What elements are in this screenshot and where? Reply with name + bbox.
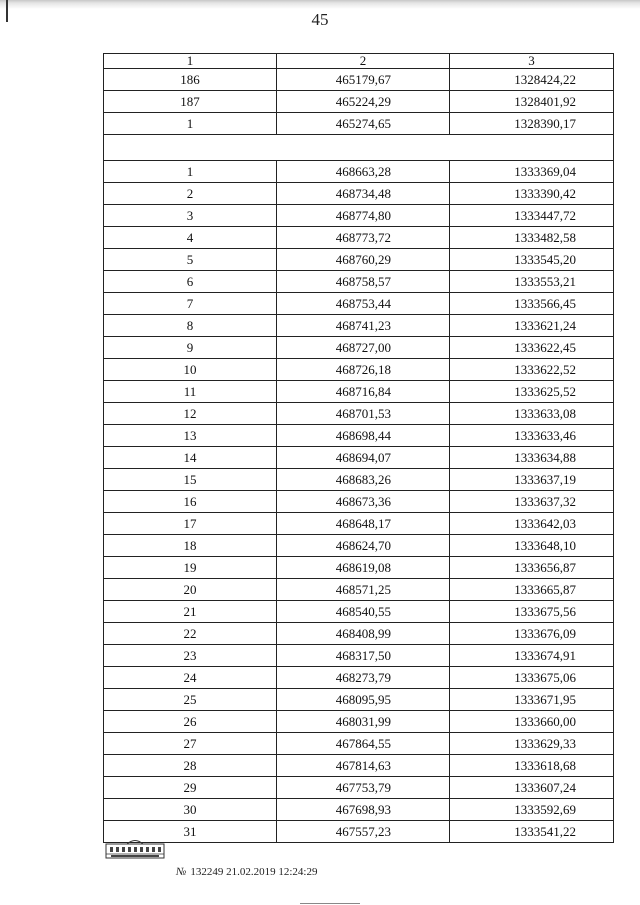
point-number-cell: 1 [104,113,277,135]
y-coordinate-cell: 1333618,68 [450,755,614,777]
y-coordinate-cell: 1333675,06 [450,667,614,689]
y-coordinate-cell: 1333369,04 [450,161,614,183]
table-row [104,403,614,425]
y-coordinate-cell: 1333671,95 [450,689,614,711]
x-coordinate-cell: 468663,28 [277,161,450,183]
point-number-cell: 5 [104,249,277,271]
table-row [104,821,614,843]
table-row [104,337,614,359]
y-coordinate-cell: 1333553,21 [450,271,614,293]
header-cell: 1 [104,54,277,69]
table-row [104,161,614,183]
y-coordinate-cell: 1333665,87 [450,579,614,601]
point-number-cell: 24 [104,667,277,689]
y-coordinate-cell: 1333447,72 [450,205,614,227]
point-number-cell: 21 [104,601,277,623]
point-number-cell: 17 [104,513,277,535]
x-coordinate-cell: 467557,23 [277,821,450,843]
x-coordinate-cell: 465224,29 [277,91,450,113]
table-row [104,777,614,799]
point-number-cell: 3 [104,205,277,227]
point-number-cell: 11 [104,381,277,403]
table-row [104,381,614,403]
table-row [104,601,614,623]
point-number-cell: 22 [104,623,277,645]
y-coordinate-cell: 1333676,09 [450,623,614,645]
point-number-cell: 31 [104,821,277,843]
point-number-cell: 1 [104,161,277,183]
point-number-cell: 8 [104,315,277,337]
x-coordinate-cell: 468698,44 [277,425,450,447]
point-number-cell: 15 [104,469,277,491]
y-coordinate-cell: 1333629,33 [450,733,614,755]
point-number-cell: 19 [104,557,277,579]
table-row [104,91,614,113]
point-number-cell: 25 [104,689,277,711]
y-coordinate-cell: 1333541,22 [450,821,614,843]
registration-footer [176,866,318,878]
number-sign: № [176,866,187,878]
point-number-cell: 13 [104,425,277,447]
table-row [104,183,614,205]
point-number-cell: 12 [104,403,277,425]
y-coordinate-cell: 1328401,92 [450,91,614,113]
scan-edge-artifact [0,0,640,10]
x-coordinate-cell: 468734,48 [277,183,450,205]
table-row [104,69,614,91]
y-coordinate-cell: 1333637,19 [450,469,614,491]
header-cell: 3 [450,54,614,69]
y-coordinate-cell: 1333622,45 [450,337,614,359]
x-coordinate-cell: 468095,95 [277,689,450,711]
y-coordinate-cell: 1333634,88 [450,447,614,469]
point-number-cell: 29 [104,777,277,799]
table-row [104,733,614,755]
y-coordinate-cell: 1333607,24 [450,777,614,799]
table-row [104,535,614,557]
x-coordinate-cell: 467814,63 [277,755,450,777]
table-row [104,755,614,777]
coordinates-table [103,53,614,843]
x-coordinate-cell: 467864,55 [277,733,450,755]
y-coordinate-cell: 1333660,00 [450,711,614,733]
x-coordinate-cell: 468540,55 [277,601,450,623]
registration-number-date: 132249 21.02.2019 12:24:29 [190,866,318,878]
point-number-cell: 4 [104,227,277,249]
x-coordinate-cell: 468726,18 [277,359,450,381]
x-coordinate-cell: 468031,99 [277,711,450,733]
page-number: 45 [311,10,329,29]
table-row [104,425,614,447]
point-number-cell: 23 [104,645,277,667]
x-coordinate-cell: 467753,79 [277,777,450,799]
point-number-cell: 30 [104,799,277,821]
y-coordinate-cell: 1333592,69 [450,799,614,821]
table-row [104,711,614,733]
x-coordinate-cell: 468694,07 [277,447,450,469]
table-row [104,469,614,491]
x-coordinate-cell: 468774,80 [277,205,450,227]
section-separator-row [104,135,614,161]
table-row [104,491,614,513]
y-coordinate-cell: 1333545,20 [450,249,614,271]
point-number-cell: 187 [104,91,277,113]
point-number-cell: 7 [104,293,277,315]
point-number-cell: 14 [104,447,277,469]
x-coordinate-cell: 465179,67 [277,69,450,91]
y-coordinate-cell: 1333633,46 [450,425,614,447]
table-row [104,513,614,535]
y-coordinate-cell: 1333648,10 [450,535,614,557]
table-row [104,645,614,667]
x-coordinate-cell: 468741,23 [277,315,450,337]
x-coordinate-cell: 468673,36 [277,491,450,513]
y-coordinate-cell: 1328390,17 [450,113,614,135]
x-coordinate-cell: 468273,79 [277,667,450,689]
y-coordinate-cell: 1333390,42 [450,183,614,205]
header-cell: 2 [277,54,450,69]
x-coordinate-cell: 468758,57 [277,271,450,293]
x-coordinate-cell: 468408,99 [277,623,450,645]
table-row [104,447,614,469]
y-coordinate-cell: 1333656,87 [450,557,614,579]
table-row [104,271,614,293]
table-row [104,205,614,227]
point-number-cell: 9 [104,337,277,359]
y-coordinate-cell: 1333566,45 [450,293,614,315]
table-header-row [104,54,614,69]
y-coordinate-cell: 1333637,32 [450,491,614,513]
point-number-cell: 10 [104,359,277,381]
point-number-cell: 27 [104,733,277,755]
table-row [104,113,614,135]
x-coordinate-cell: 468624,70 [277,535,450,557]
table-row [104,557,614,579]
x-coordinate-cell: 468571,25 [277,579,450,601]
table-row [104,293,614,315]
y-coordinate-cell: 1333482,58 [450,227,614,249]
point-number-cell: 20 [104,579,277,601]
table-row [104,799,614,821]
scan-bottom-mark [300,903,360,904]
x-coordinate-cell: 468317,50 [277,645,450,667]
point-number-cell: 26 [104,711,277,733]
x-coordinate-cell: 468619,08 [277,557,450,579]
y-coordinate-cell: 1333675,56 [450,601,614,623]
y-coordinate-cell: 1328424,22 [450,69,614,91]
x-coordinate-cell: 467698,93 [277,799,450,821]
table-row [104,227,614,249]
x-coordinate-cell: 468683,26 [277,469,450,491]
building-stamp-icon [105,838,165,860]
x-coordinate-cell: 468716,84 [277,381,450,403]
separator-cell [104,135,614,161]
x-coordinate-cell: 468760,29 [277,249,450,271]
table-row [104,359,614,381]
point-number-cell: 186 [104,69,277,91]
x-coordinate-cell: 468701,53 [277,403,450,425]
x-coordinate-cell: 468773,72 [277,227,450,249]
x-coordinate-cell: 468753,44 [277,293,450,315]
coordinates-table-body [104,54,614,843]
table-row [104,249,614,271]
y-coordinate-cell: 1333622,52 [450,359,614,381]
y-coordinate-cell: 1333625,52 [450,381,614,403]
y-coordinate-cell: 1333642,03 [450,513,614,535]
y-coordinate-cell: 1333674,91 [450,645,614,667]
table-row [104,689,614,711]
point-number-cell: 6 [104,271,277,293]
point-number-cell: 2 [104,183,277,205]
table-row [104,667,614,689]
point-number-cell: 16 [104,491,277,513]
table-row [104,315,614,337]
x-coordinate-cell: 465274,65 [277,113,450,135]
table-row [104,623,614,645]
point-number-cell: 28 [104,755,277,777]
point-number-cell: 18 [104,535,277,557]
x-coordinate-cell: 468727,00 [277,337,450,359]
table-row [104,579,614,601]
x-coordinate-cell: 468648,17 [277,513,450,535]
y-coordinate-cell: 1333633,08 [450,403,614,425]
y-coordinate-cell: 1333621,24 [450,315,614,337]
